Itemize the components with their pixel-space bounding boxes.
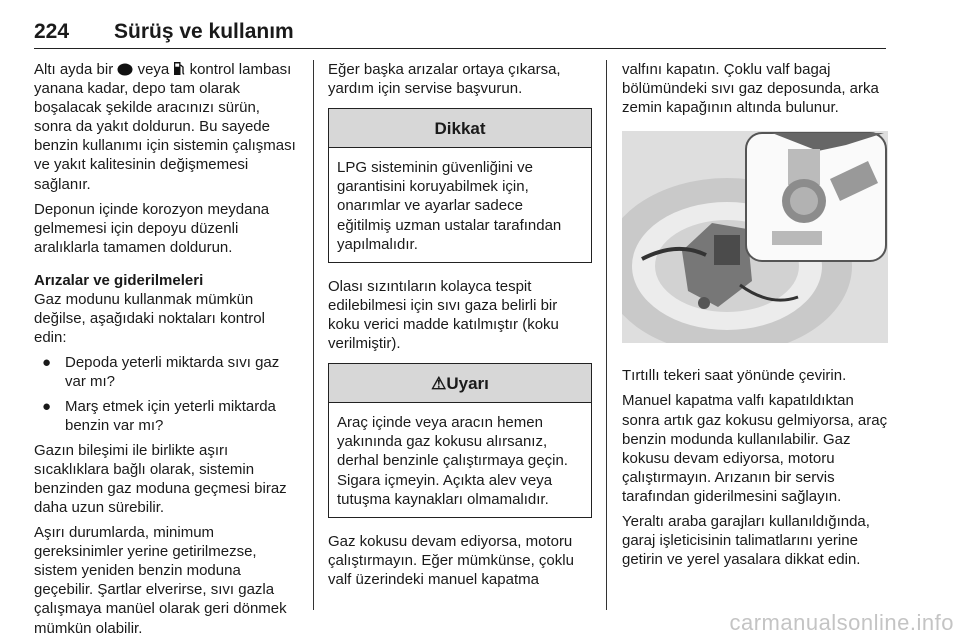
paragraph: Gaz kokusu devam ediyorsa, motoru çalıştırmayın. Eğer mümkünse, çoklu valf üzerindeki manuel kapatma bbox=[328, 532, 574, 588]
bullet-icon: ● bbox=[42, 354, 52, 372]
fuel-pump-icon bbox=[173, 61, 185, 76]
paragraph: Deponun içinde korozyon meydana gelmemesi için depoyu düzenli aralıklarla tamamen doldurun. bbox=[34, 200, 270, 256]
page-header bbox=[34, 14, 886, 49]
paragraph: Yeraltı araba garajları kullanıldığında, garaj işleticisinin talimatlarını yerine getirin ve yerel yasalara dikkat edin. bbox=[622, 513, 870, 569]
paragraph: Gazın bileşimi ile birlikte aşırı sıcaklıklara bağlı olarak, sistemin benzinden gaz moduna geçmesi biraz daha uzun sürebilir. bbox=[34, 441, 287, 516]
multivalve-photo bbox=[622, 131, 888, 343]
paragraph: valfını kapatın. Çoklu valf bagaj bölümündeki sıvı gaz deposunda, arka zemin kapağının altında bulunur. bbox=[622, 61, 879, 117]
column-divider bbox=[606, 60, 607, 610]
paragraph: Tırtıllı tekeri saat yönünde çevirin. bbox=[622, 367, 847, 385]
paragraph: Olası sızıntıların kolayca tespit edilebilmesi için sıvı gaza belirli bir koku verici madde katılmıştır (koku verilmiştir). bbox=[328, 277, 559, 353]
warning-triangle-icon: ⚠ bbox=[431, 374, 447, 394]
warning-box bbox=[328, 363, 592, 518]
page-number: 224 bbox=[34, 20, 70, 43]
notice-title: Dikkat bbox=[329, 109, 591, 148]
subheading: Arızalar ve giderilmeleri bbox=[34, 271, 204, 289]
paragraph: Aşırı durumlarda, minimum gereksinimler yerine getirilmezse, sistem yeniden benzin moduna geçebilir. Şartlar elverirse, sıvı gazla çalışmaya manüel olarak geri dönmek mümkün olabilir. bbox=[34, 524, 287, 637]
section-title: Sürüş ve kullanım bbox=[114, 20, 294, 43]
paragraph: Manuel kapatma valfı kapatıldıktan sonra artık gaz kokusu gelmiyorsa, araç benzin modunda kullanılabilir. Gaz kokusu devam ediyorsa, motoru çalıştırmayın. Arızanın bir servis tarafından giderilmesini sağlayın. bbox=[622, 392, 888, 505]
list-item: ● Marş etmek için yeterli miktarda benzin var mı? bbox=[42, 397, 276, 434]
bullet-icon: ● bbox=[42, 397, 52, 415]
warning-title: ⚠Uyarı bbox=[329, 364, 591, 403]
watermark: carmanualsonline.info bbox=[729, 610, 954, 635]
bullet-list bbox=[34, 353, 296, 434]
notice-box bbox=[328, 108, 592, 263]
column-divider bbox=[313, 60, 314, 610]
paragraph: Eğer başka arızalar ortaya çıkarsa, yardım için servise başvurun. bbox=[328, 61, 561, 98]
column-1 bbox=[34, 60, 296, 644]
column-3 bbox=[622, 60, 888, 575]
paragraph: Gaz modunu kullanmak mümkün değilse, aşağıdaki noktaları kontrol edin: bbox=[34, 291, 265, 347]
notice-body: LPG sisteminin güvenliğini ve garantisini koruyabilmek için, onarımlar ve ayarlar sadece eğitilmiş uzman ustalar tarafından yapılmalıdır. bbox=[337, 159, 562, 253]
warning-body: Araç içinde veya aracın hemen yakınında gaz kokusu alırsanız, derhal benzinle çalıştırmaya geçin. Sigara içmeyin. Açıkta alev veya tutuşma kaynakları olmamalıdır. bbox=[337, 414, 568, 508]
paragraph: Altı ayda bir veya kontrol lambası yanana kadar, depo tam olarak boşalacak şekilde aracınızı sürün, sonra da yakıt doldurun. Bu sayede benzin kullanımı için sistemin çalışması ve yakıt kalitesinin değişmemesi sağlanır. bbox=[34, 61, 296, 193]
column-2 bbox=[328, 60, 592, 595]
lpg-lamp-icon bbox=[117, 63, 133, 76]
list-item: ● Depoda yeterli miktarda sıvı gaz var mı? bbox=[42, 354, 280, 391]
